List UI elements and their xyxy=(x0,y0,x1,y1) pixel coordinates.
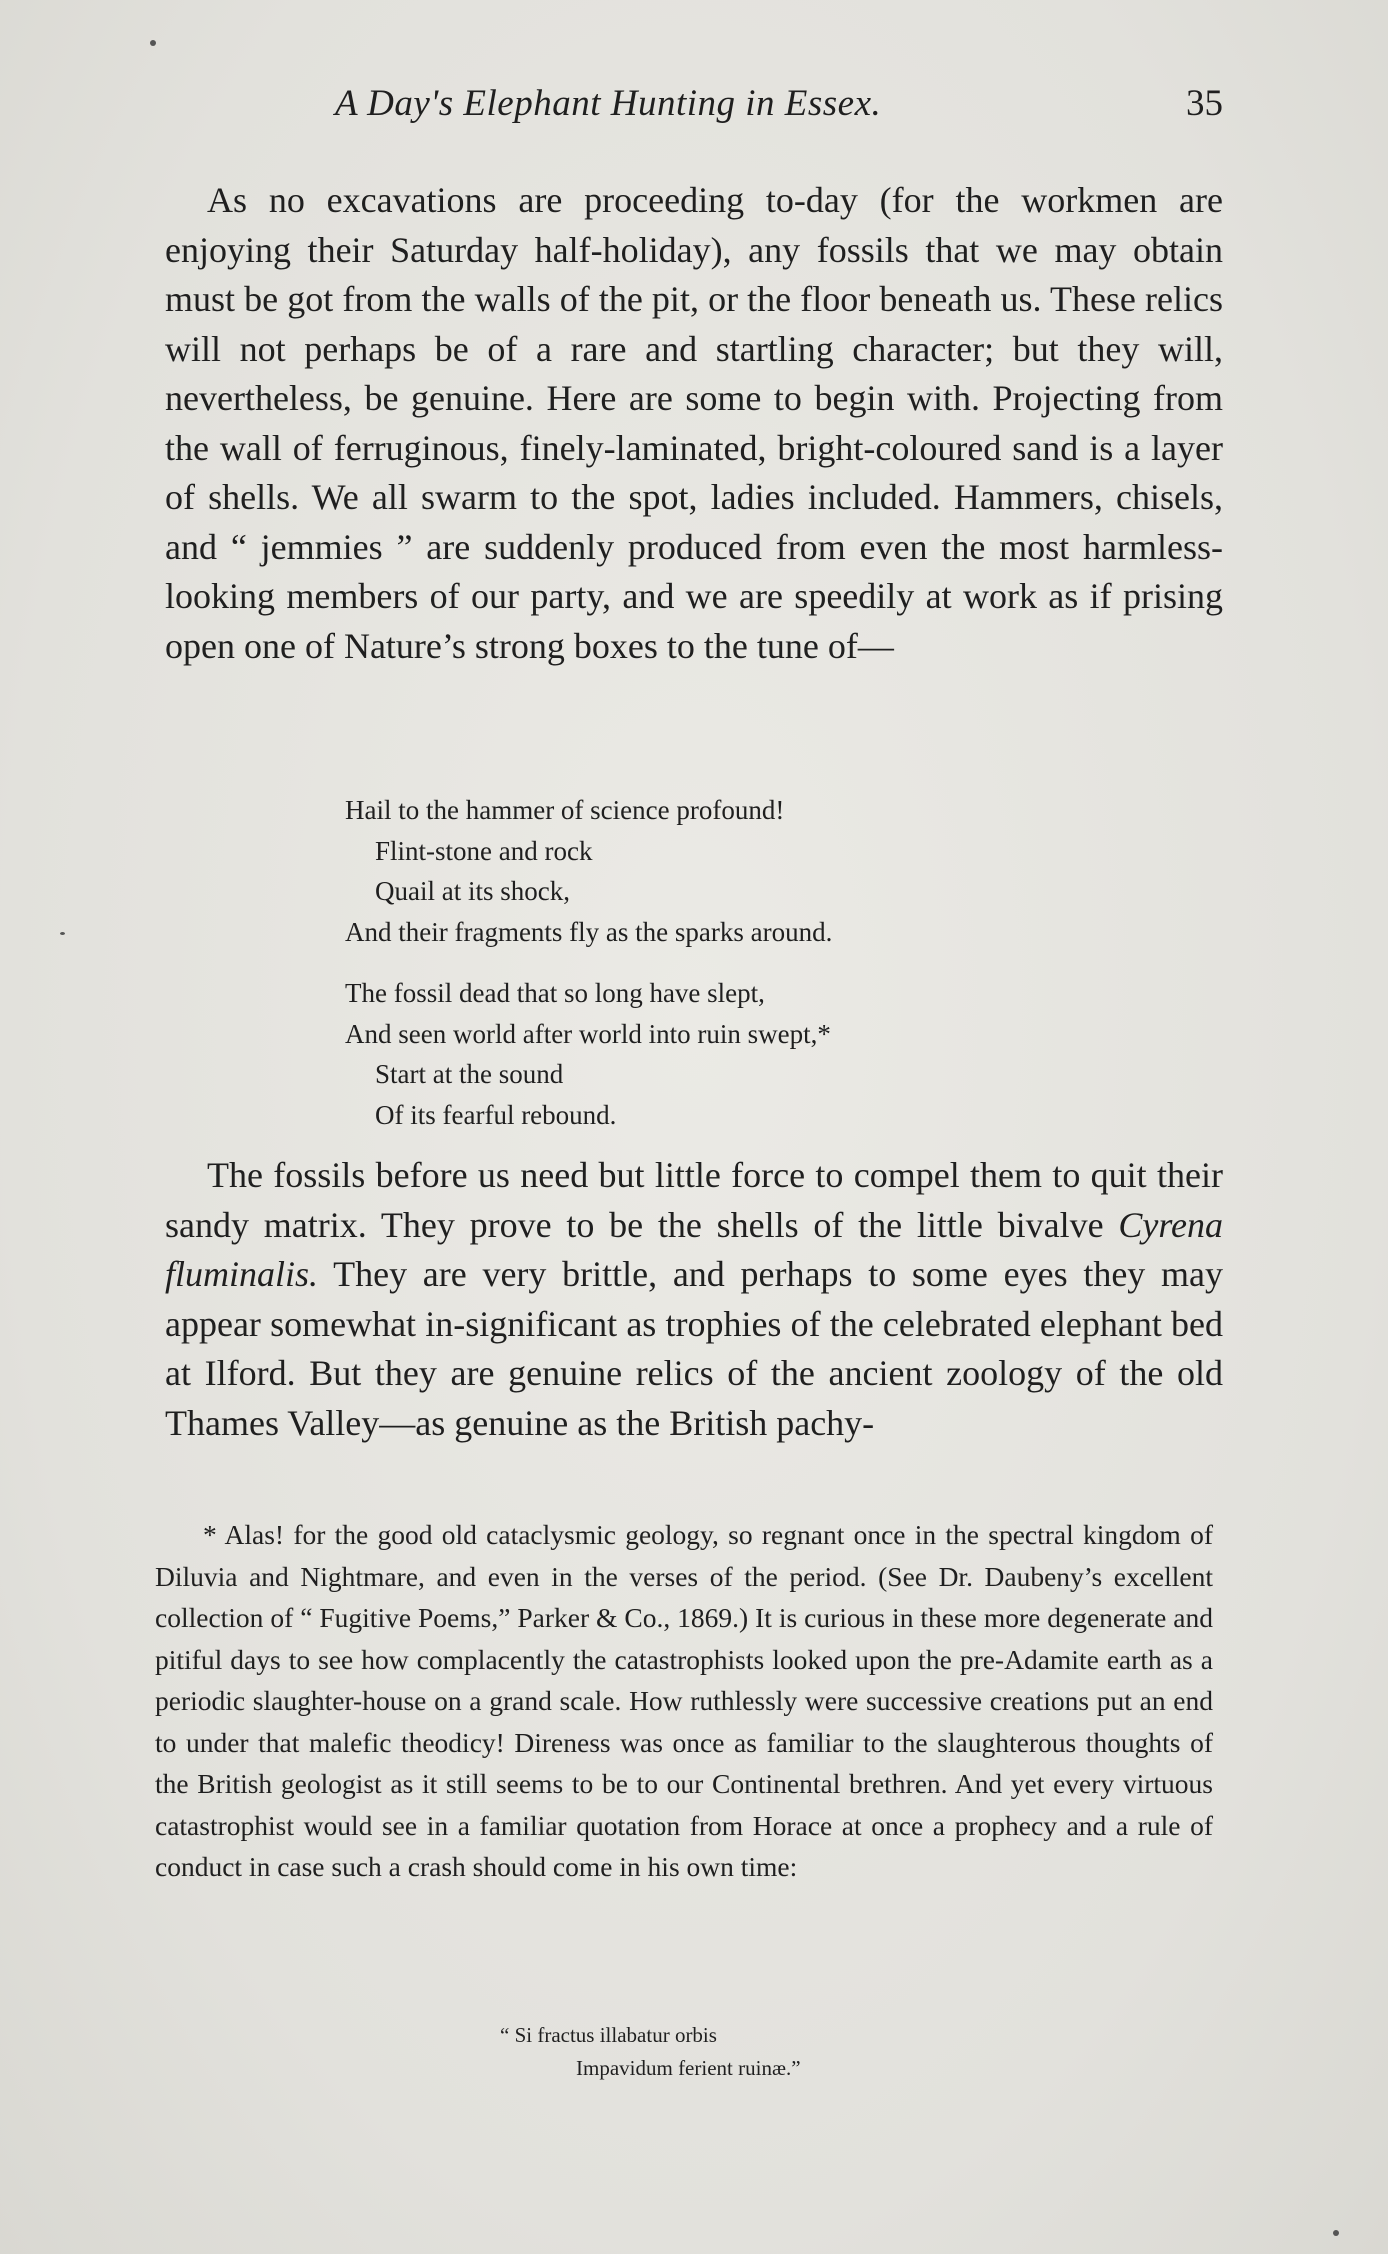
poem-line: Flint-stone and rock xyxy=(375,835,593,866)
latin-quotation xyxy=(500,2019,801,2085)
poem-line: Start at the sound xyxy=(375,1059,564,1089)
paper-speck xyxy=(150,40,156,46)
quote-line-2: Impavidum ferient ruinæ.” xyxy=(576,2056,801,2080)
poem-line: Quail at its shock, xyxy=(375,876,570,906)
paragraph-text: As no excavations are proceeding to-day (for the workmen are enjoying their Saturday half-holiday), any fossils that we may obtain must be got from the walls of the pit, or the floor beneath us. These relics will not perhaps be of a rare and startling character; but they will, nevertheless, be genuine. Here are some to begin with. Projecting from the wall of ferruginous, finely-laminated, bright-coloured sand is a layer of shells. We all swarm to the spot, ladies included. Hammers, chisels, and “ jemmies ” are suddenly produced from even the most harmless-looking members of our party, and we are speedily at work as if prising open one of Nature’s strong boxes to the tune of— xyxy=(165,180,1223,666)
poem-line: And their fragments fly as the sparks around. xyxy=(345,916,833,947)
page-header xyxy=(165,82,1223,142)
quote-line-1: “ Si fractus illabatur orbis xyxy=(500,2023,717,2047)
paper-speck xyxy=(1333,2230,1339,2236)
poem-line: Hail to the hammer of science profound! xyxy=(345,795,785,825)
poem-line: Of its fearful rebound. xyxy=(375,1099,617,1130)
paragraph-text-after-italic: They are very brittle, and perhaps to some eyes they may appear somewhat in-significant as trophies of the celebrated elephant bed at Ilford. But they are genuine relics of the ancient zoology of the old Thames Valley—as genuine as the British pachy- xyxy=(165,1254,1223,1443)
page-number: 35 xyxy=(1186,83,1223,124)
poem-stanza-1 xyxy=(345,790,832,952)
footnote xyxy=(155,1514,1213,1888)
paragraph-text-before-italic: The fossils before us need but little force to compel them to quit their sandy matrix. They prove to be the shells of the little bivalve xyxy=(165,1155,1223,1245)
paper-speck xyxy=(60,932,65,935)
body-paragraph-2 xyxy=(165,1151,1223,1448)
footnote-text: * Alas! for the good old cataclysmic geology, so regnant once in the spectral kingdom of Diluvia and Nightmare, and even in the verses of the period. (See Dr. Daubeny’s excellent collection of “ Fugitive Poems,” Parker & Co., 1869.) It is curious in these more degenerate and pitiful days to see how complacently the catastrophists looked upon the pre-Adamite earth as a periodic slaughter-house on a grand scale. How ruthlessly were successive creations put an end to under that malefic theodicy! Direness was once as familiar to the slaughterous thoughts of the British geologist as it still seems to be to our Continental brethren. And yet every virtuous catastrophist would see in a familiar quotation from Horace at once a prophecy and a rule of conduct in case such a crash should come in his own time: xyxy=(155,1519,1213,1882)
poem-line: The fossil dead that so long have slept, xyxy=(345,978,765,1008)
poem-line: And seen world after world into ruin swept,* xyxy=(345,1018,831,1049)
paragraph-text xyxy=(165,1151,1223,1448)
species-name: Cyrena fluminalis. xyxy=(165,1204,1223,1294)
poem-stanza-2 xyxy=(345,973,831,1135)
running-title: A Day's Elephant Hunting in Essex. xyxy=(335,83,882,124)
body-paragraph-1 xyxy=(165,176,1223,671)
